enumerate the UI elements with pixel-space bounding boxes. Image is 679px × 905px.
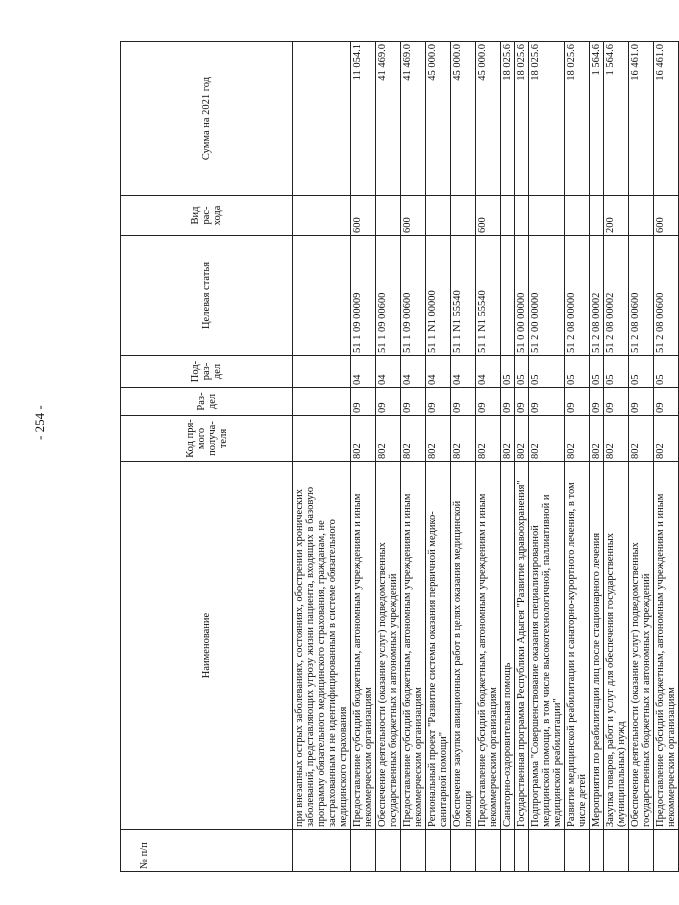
row-recipient-code: 802	[629, 416, 654, 462]
row-section: 09	[629, 388, 654, 416]
row-amount: 11 054.1	[351, 42, 376, 196]
row-amount: 45 000.0	[426, 42, 451, 196]
row-subsection: 05	[529, 356, 565, 388]
row-subsection: 04	[401, 356, 426, 388]
row-target: 51 2 00 00000	[529, 236, 565, 356]
table-row	[401, 42, 426, 872]
row-expense-type	[426, 196, 451, 236]
row-num	[590, 830, 604, 872]
row-target: 51 1 09 00009	[351, 236, 376, 356]
row-amount	[293, 42, 351, 196]
row-expense-type: 600	[351, 196, 376, 236]
row-subsection: 04	[426, 356, 451, 388]
row-amount: 16 461.0	[629, 42, 654, 196]
row-amount: 1 564.6	[590, 42, 604, 196]
row-section: 09	[376, 388, 401, 416]
row-recipient-code: 802	[604, 416, 629, 462]
table-row	[351, 42, 376, 872]
row-subsection: 05	[654, 356, 679, 388]
row-target: 51 1 09 00600	[376, 236, 401, 356]
row-amount: 45 000.0	[476, 42, 501, 196]
row-section: 09	[426, 388, 451, 416]
row-name: Обеспечение деятельности (оказание услуг) подведомственных государственных бюджетных и автономных учреждений	[629, 462, 654, 830]
row-section	[293, 388, 351, 416]
row-name: Региональный проект "Развитие системы оказания первичной медико-санитарной помощи"	[426, 462, 451, 830]
table-row	[515, 42, 529, 872]
row-subsection: 04	[351, 356, 376, 388]
row-section: 09	[501, 388, 515, 416]
row-num	[529, 830, 565, 872]
row-amount: 18 025.6	[565, 42, 590, 196]
row-num	[476, 830, 501, 872]
row-amount: 18 025.6	[515, 42, 529, 196]
table-row	[501, 42, 515, 872]
table-row	[590, 42, 604, 872]
row-num	[501, 830, 515, 872]
table-row	[293, 42, 351, 872]
row-subsection	[293, 356, 351, 388]
row-num	[376, 830, 401, 872]
row-name: Предоставление субсидий бюджетным, автономным учреждениям и иным некоммерческим организациям	[476, 462, 501, 830]
row-num	[515, 830, 529, 872]
row-name: Обеспечение деятельности (оказание услуг) подведомственных государственных бюджетных и автономных учреждений	[376, 462, 401, 830]
row-recipient-code: 802	[515, 416, 529, 462]
row-recipient-code: 802	[426, 416, 451, 462]
row-num	[565, 830, 590, 872]
row-amount: 18 025.6	[501, 42, 515, 196]
row-name: Санаторно-оздоровительная помощь	[501, 462, 515, 830]
header-name: Наименование	[121, 462, 293, 830]
row-amount: 16 461.0	[654, 42, 679, 196]
table-row	[604, 42, 629, 872]
header-target: Целевая статья	[121, 236, 293, 356]
row-expense-type: 600	[476, 196, 501, 236]
header-subsection: Под- раз- дел	[121, 356, 293, 388]
row-expense-type	[451, 196, 476, 236]
row-num	[604, 830, 629, 872]
header-amount: Сумма на 2021 год	[121, 42, 293, 196]
row-subsection: 05	[565, 356, 590, 388]
header-recipient-code: Код пря- мого получа- теля	[121, 416, 293, 462]
row-amount: 18 025.6	[529, 42, 565, 196]
row-target: 51 0 00 00000	[515, 236, 529, 356]
row-target	[293, 236, 351, 356]
row-name: Закупка товаров, работ и услуг для обеспечения государственных (муниципальных) нужд	[604, 462, 629, 830]
row-num	[629, 830, 654, 872]
row-expense-type	[515, 196, 529, 236]
row-amount: 45 000.0	[451, 42, 476, 196]
row-num	[293, 830, 351, 872]
row-recipient-code: 802	[529, 416, 565, 462]
header-num: № п/п	[121, 830, 293, 872]
row-amount: 41 469.0	[401, 42, 426, 196]
row-name: при внезапных острых заболеваниях, состояниях, обострении хронических заболеваний, представляющих угрозу жизни пациента, входящих в базовую программу обязательного медицинского страхования, гражданам, не застрахованным и не идентифицированным в системе обязательного медицинского страхования	[293, 462, 351, 830]
table-row	[451, 42, 476, 872]
row-recipient-code: 802	[565, 416, 590, 462]
row-num	[351, 830, 376, 872]
budget-table	[120, 41, 679, 872]
row-num	[426, 830, 451, 872]
row-target	[501, 236, 515, 356]
row-section: 09	[515, 388, 529, 416]
row-section: 09	[529, 388, 565, 416]
row-name: Обеспечение закупки авиационных работ в целях оказания медицинской помощи	[451, 462, 476, 830]
table-row	[426, 42, 451, 872]
row-num	[451, 830, 476, 872]
row-target: 51 1 N1 55540	[476, 236, 501, 356]
row-recipient-code: 802	[501, 416, 515, 462]
row-target: 51 2 08 00600	[629, 236, 654, 356]
row-amount: 1 564.6	[604, 42, 629, 196]
row-section: 09	[451, 388, 476, 416]
table-row	[629, 42, 654, 872]
row-target: 51 2 08 00002	[590, 236, 604, 356]
row-target: 51 2 08 00000	[565, 236, 590, 356]
row-expense-type	[529, 196, 565, 236]
table-row	[476, 42, 501, 872]
table-row	[376, 42, 401, 872]
row-recipient-code: 802	[376, 416, 401, 462]
table-header-row	[121, 42, 293, 872]
row-subsection: 04	[451, 356, 476, 388]
row-name: Предоставление субсидий бюджетным, автономным учреждениям и иным некоммерческим организациям	[351, 462, 376, 830]
row-section: 09	[351, 388, 376, 416]
row-name: Государственная программа Республики Адыгея "Развитие здравоохранения"	[515, 462, 529, 830]
row-amount: 41 469.0	[376, 42, 401, 196]
row-expense-type	[629, 196, 654, 236]
row-target: 51 1 09 00600	[401, 236, 426, 356]
row-section: 09	[565, 388, 590, 416]
table-row	[529, 42, 565, 872]
page-number: - 254 -	[32, 405, 47, 440]
row-expense-type	[590, 196, 604, 236]
row-recipient-code: 802	[476, 416, 501, 462]
row-target: 51 2 08 00002	[604, 236, 629, 356]
row-subsection: 05	[604, 356, 629, 388]
row-expense-type: 200	[604, 196, 629, 236]
header-expense-type: Вид рас- хода	[121, 196, 293, 236]
row-recipient-code: 802	[590, 416, 604, 462]
row-recipient-code: 802	[654, 416, 679, 462]
table-row	[565, 42, 590, 872]
row-expense-type: 600	[654, 196, 679, 236]
row-name: Мероприятия по реабилитации лиц после стационарного лечения	[590, 462, 604, 830]
row-subsection: 05	[629, 356, 654, 388]
row-target: 51 1 N1 00000	[426, 236, 451, 356]
row-target: 51 1 N1 55540	[451, 236, 476, 356]
row-num	[401, 830, 426, 872]
row-name: Предоставление субсидий бюджетным, автономным учреждениям и иным некоммерческим организациям	[654, 462, 679, 830]
row-subsection: 05	[501, 356, 515, 388]
row-recipient-code: 802	[351, 416, 376, 462]
row-recipient-code: 802	[451, 416, 476, 462]
row-section: 09	[654, 388, 679, 416]
row-subsection: 05	[515, 356, 529, 388]
row-recipient-code	[293, 416, 351, 462]
row-expense-type	[565, 196, 590, 236]
row-section: 09	[590, 388, 604, 416]
row-subsection: 04	[476, 356, 501, 388]
row-expense-type	[293, 196, 351, 236]
row-expense-type	[376, 196, 401, 236]
table-body	[293, 42, 679, 872]
table-row	[654, 42, 679, 872]
header-section: Раз- дел	[121, 388, 293, 416]
row-name: Развитие медицинской реабилитации и санаторно-курортного лечения, в том числе детей	[565, 462, 590, 830]
row-num	[654, 830, 679, 872]
row-subsection: 04	[376, 356, 401, 388]
row-recipient-code: 802	[401, 416, 426, 462]
row-section: 09	[604, 388, 629, 416]
row-name: Предоставление субсидий бюджетным, автономным учреждениям и иным некоммерческим организациям	[401, 462, 426, 830]
row-expense-type	[501, 196, 515, 236]
row-target: 51 2 08 00600	[654, 236, 679, 356]
rotated-page	[120, 42, 677, 872]
row-name: Подпрограмма "Совершенствование оказания специализированной медицинской помощи, в том числе высокотехнологичной, паллиативной и медицинской реабилитации"	[529, 462, 565, 830]
row-section: 09	[401, 388, 426, 416]
row-expense-type: 600	[401, 196, 426, 236]
row-section: 09	[476, 388, 501, 416]
row-subsection: 05	[590, 356, 604, 388]
